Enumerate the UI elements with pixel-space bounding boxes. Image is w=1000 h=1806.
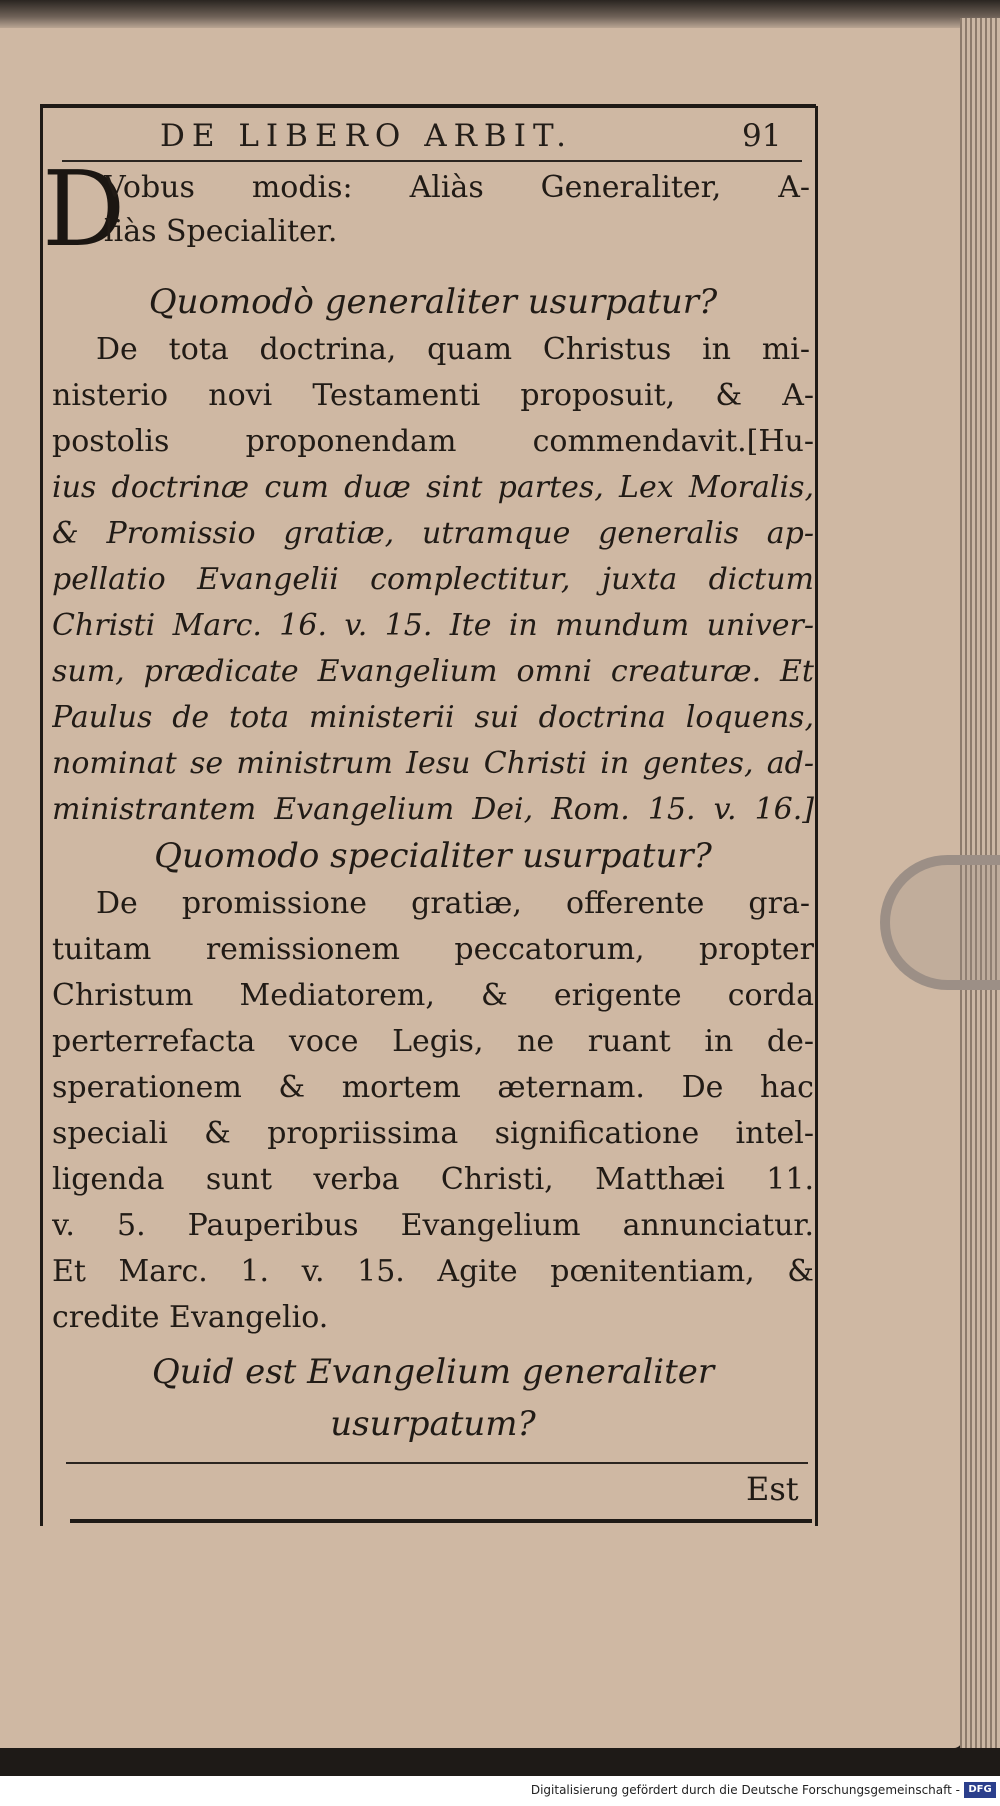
footer-credit: Digitalisierung gefördert durch die Deutsche Forschungsgemeinschaft -: [530, 1783, 960, 1797]
running-title: DE LIBERO ARBIT.: [160, 118, 573, 154]
answer-line: & Promissio gratiæ, utramque generalis ap-: [52, 516, 814, 551]
bottom-rule-outer: [70, 1519, 812, 1523]
question-heading: Quomodo specialiter usurpatur?: [154, 836, 712, 876]
answer-line: nisterio novi Testamenti proposuit, & A-: [52, 378, 814, 413]
answer-line: De promissione gratiæ, offerente gra-: [96, 886, 810, 921]
dfg-logo: DFG: [964, 1782, 996, 1798]
answer-line: credite Evangelio.: [52, 1300, 329, 1335]
question-heading: usurpatum?: [330, 1404, 536, 1444]
answer-line: perterrefacta voce Legis, ne ruant in de-: [52, 1024, 814, 1059]
question-heading: Quid est Evangelium generaliter: [151, 1352, 715, 1392]
intro-line: Vobus modis: Aliàs Generaliter, A-: [104, 170, 810, 205]
answer-line: ius doctrinæ cum duæ sint partes, Lex Moralis,: [52, 470, 814, 505]
header-rule: [62, 160, 802, 162]
answer-line: Christum Mediatorem, & erigente corda: [52, 978, 814, 1013]
answer-line: tuitam remissionem peccatorum, propter: [52, 932, 814, 967]
intro-line: liàs Specialiter.: [104, 214, 338, 249]
answer-line: pellatio Evangelii complectitur, juxta dictum: [52, 562, 814, 597]
answer-line: ligenda sunt verba Christi, Matthæi 11.: [52, 1162, 814, 1197]
answer-line: v. 5. Pauperibus Evangelium annunciatur.: [52, 1208, 814, 1243]
catchword: Est: [746, 1470, 799, 1508]
top-rule: [40, 104, 816, 108]
answer-line: postolis proponendam commendavit.[Hu-: [52, 424, 814, 459]
answer-line: ministrantem Evangelium Dei, Rom. 15. v. 16.]: [52, 792, 814, 827]
answer-line: sperationem & mortem æternam. De hac: [52, 1070, 814, 1105]
answer-line: speciali & propriissima significatione intel-: [52, 1116, 814, 1151]
answer-line: Et Marc. 1. v. 15. Agite pœnitentiam, &: [52, 1254, 814, 1289]
answer-line: Paulus de tota ministerii sui doctrina loquens,: [52, 700, 814, 735]
answer-line: sum, prædicate Evangelium omni creaturæ. Et: [52, 654, 814, 689]
question-heading: Quomodò generaliter usurpatur?: [148, 282, 718, 322]
answer-line: Christi Marc. 16. v. 15. Ite in mundum univer-: [52, 608, 814, 643]
drop-capital: D: [42, 148, 126, 270]
answer-line: nominat se ministrum Iesu Christi in gentes, ad-: [52, 746, 814, 781]
page-number: 91: [742, 118, 782, 154]
bottom-rule: [66, 1462, 808, 1464]
page-top-edge: [0, 0, 1000, 28]
answer-line: De tota doctrina, quam Christus in mi-: [96, 332, 810, 367]
